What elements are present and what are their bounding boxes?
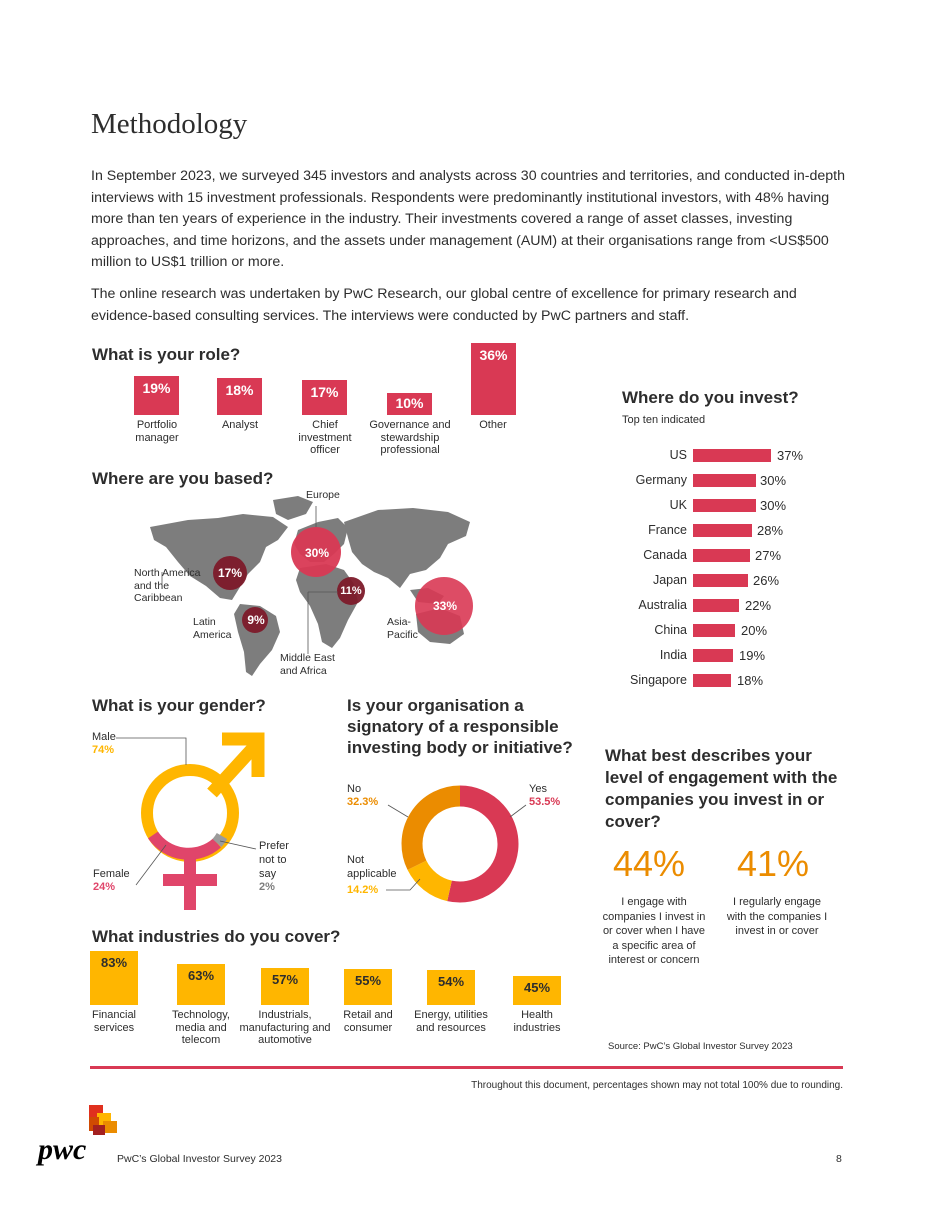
page-title: Methodology [91, 108, 248, 140]
invest-value: 27% [755, 548, 782, 563]
invest-value: 26% [753, 573, 780, 588]
invest-country: Canada [643, 548, 687, 562]
intro-paragraph-2: The online research was undertaken by PwC Research, our global centre of excellence for primary research and evidence-based consulting services. The interviews were conducted by PwC partners and staff. [91, 286, 797, 324]
invest-bar [693, 674, 731, 687]
role-bar-portfolio-manager: 19% [134, 376, 179, 415]
invest-country: Singapore [630, 673, 687, 687]
gender-other-label: Prefer not to say [259, 840, 289, 880]
invest-bar [693, 524, 752, 537]
signatory-yes-label: Yes [529, 783, 547, 795]
role-label-cio: Chief investment officer [298, 419, 352, 456]
invest-bar [693, 574, 748, 587]
industry-bar-retail: 55% [344, 969, 392, 1005]
gender-heading: What is your gender? [92, 696, 266, 715]
gender-male-label: Male [92, 731, 116, 743]
role-bar-analyst: 18% [217, 378, 262, 415]
invest-bar [693, 599, 739, 612]
invest-value: 28% [757, 523, 784, 538]
industry-bar-tech: 63% [177, 964, 225, 1005]
signatory-yes-value: 53.5% [529, 796, 561, 808]
value-north-america: 17% [217, 566, 243, 580]
label-europe: Europe [306, 489, 340, 501]
invest-bar [693, 499, 756, 512]
label-asia-pacific: Asia-Pacific [387, 616, 418, 641]
industry-bar-energy: 54% [427, 970, 475, 1005]
invest-country: Australia [638, 598, 687, 612]
invest-value: 30% [760, 498, 787, 513]
gender-female-value: 24% [93, 881, 116, 893]
invest-country: India [659, 648, 687, 662]
value-latin-america: 9% [247, 613, 265, 627]
industry-label-financial: Financial services [91, 1009, 137, 1034]
footer-page-number: 8 [836, 1153, 842, 1165]
role-label-other: Other [479, 419, 507, 431]
industry-label-retail: Retail and consumer [343, 1009, 393, 1034]
gender-female-label: Female [93, 868, 130, 880]
industry-bar-financial: 83% [90, 951, 138, 1005]
signatory-na-label: Not applicable [347, 854, 397, 880]
invest-country: US [669, 448, 687, 462]
industry-label-industrials: Industrials, manufacturing and automotive [239, 1009, 331, 1046]
industry-label-energy: Energy, utilities and resources [414, 1009, 488, 1034]
based-heading: Where are you based? [92, 469, 274, 488]
label-middle-east-africa: Middle East and Africa [280, 652, 335, 677]
value-asia-pacific: 33% [432, 599, 458, 613]
engagement-value-2: 41% [737, 843, 810, 884]
invest-bar [693, 449, 771, 462]
invest-bar [693, 549, 750, 562]
engagement-label-2: I regularly engage with the companies I invest in or cover [726, 896, 828, 937]
industry-bar-industrials: 57% [261, 968, 309, 1005]
engagement-value-1: 44% [613, 843, 686, 884]
invest-bar [693, 624, 735, 637]
label-latin-america: Latin America [193, 616, 232, 641]
industry-bar-health: 45% [513, 976, 561, 1005]
invest-heading: Where do you invest? [622, 388, 799, 407]
gender-graphic [90, 725, 320, 915]
signatory-no-label: No [347, 783, 362, 795]
engagement-label-1: I engage with companies I invest in or cover when I have a specific area of interest or concern [602, 896, 706, 966]
invest-value: 20% [741, 623, 768, 638]
invest-bar [693, 649, 733, 662]
invest-country: France [648, 523, 687, 537]
role-label-portfolio-manager: Portfolio manager [135, 419, 179, 444]
intro-paragraph-1: In September 2023, we surveyed 345 investors and analysts across 30 countries and territories, and conducted in-depth interviews with 15 investment professionals. Respondents were predominantly institutional investors, with 48% having more than ten years of experience in the industry. Their investments covered a range of asset classes, investing approaches, and time horizons, and the assets under management (AUM) at their organisations range from <US$500 million to US$1 trillion or more. [91, 168, 845, 270]
invest-country: Germany [635, 473, 687, 487]
role-bar-governance: 10% [387, 393, 432, 415]
role-heading: What is your role? [92, 345, 241, 364]
footer-publication: PwC’s Global Investor Survey 2023 [117, 1153, 282, 1165]
invest-country: Japan [652, 573, 687, 587]
invest-value: 18% [737, 673, 764, 688]
invest-value: 30% [760, 473, 787, 488]
role-bar-cio: 17% [302, 380, 347, 415]
role-bar-other: 36% [471, 343, 516, 415]
value-europe: 30% [304, 546, 330, 560]
invest-value: 22% [745, 598, 772, 613]
invest-value: 19% [739, 648, 766, 663]
industries-heading: What industries do you cover? [92, 927, 341, 946]
invest-subheading: Top ten indicated [622, 414, 706, 426]
invest-country: China [654, 623, 687, 637]
invest-bar [693, 474, 756, 487]
signatory-heading: Is your organisation a signatory of a responsible investing body or initiative? [347, 696, 573, 757]
role-label-governance: Governance and stewardship professional [369, 419, 451, 456]
value-middle-east-africa: 11% [340, 585, 362, 597]
source-note: Source: PwC’s Global Investor Survey 2023 [608, 1041, 793, 1052]
footnote: Throughout this document, percentages shown may not total 100% due to rounding. [471, 1080, 843, 1091]
industry-label-tech: Technology, media and telecom [172, 1009, 230, 1046]
industry-label-health: Health industries [513, 1009, 561, 1034]
engagement-heading: What best describes your level of engagement with the companies you invest in or cover? [605, 746, 838, 831]
section-divider [90, 1066, 843, 1069]
invest-value: 37% [777, 448, 804, 463]
signatory-no-value: 32.3% [347, 796, 379, 808]
signatory-na-value: 14.2% [347, 884, 379, 896]
pwc-logo-mark [89, 1105, 119, 1137]
invest-country: UK [669, 498, 687, 512]
role-label-analyst: Analyst [221, 419, 259, 431]
gender-male-value: 74% [92, 744, 115, 756]
label-north-america: North America and the Caribbean [134, 567, 201, 604]
gender-other-value: 2% [259, 881, 275, 893]
pwc-logo: pwc [38, 1133, 87, 1166]
